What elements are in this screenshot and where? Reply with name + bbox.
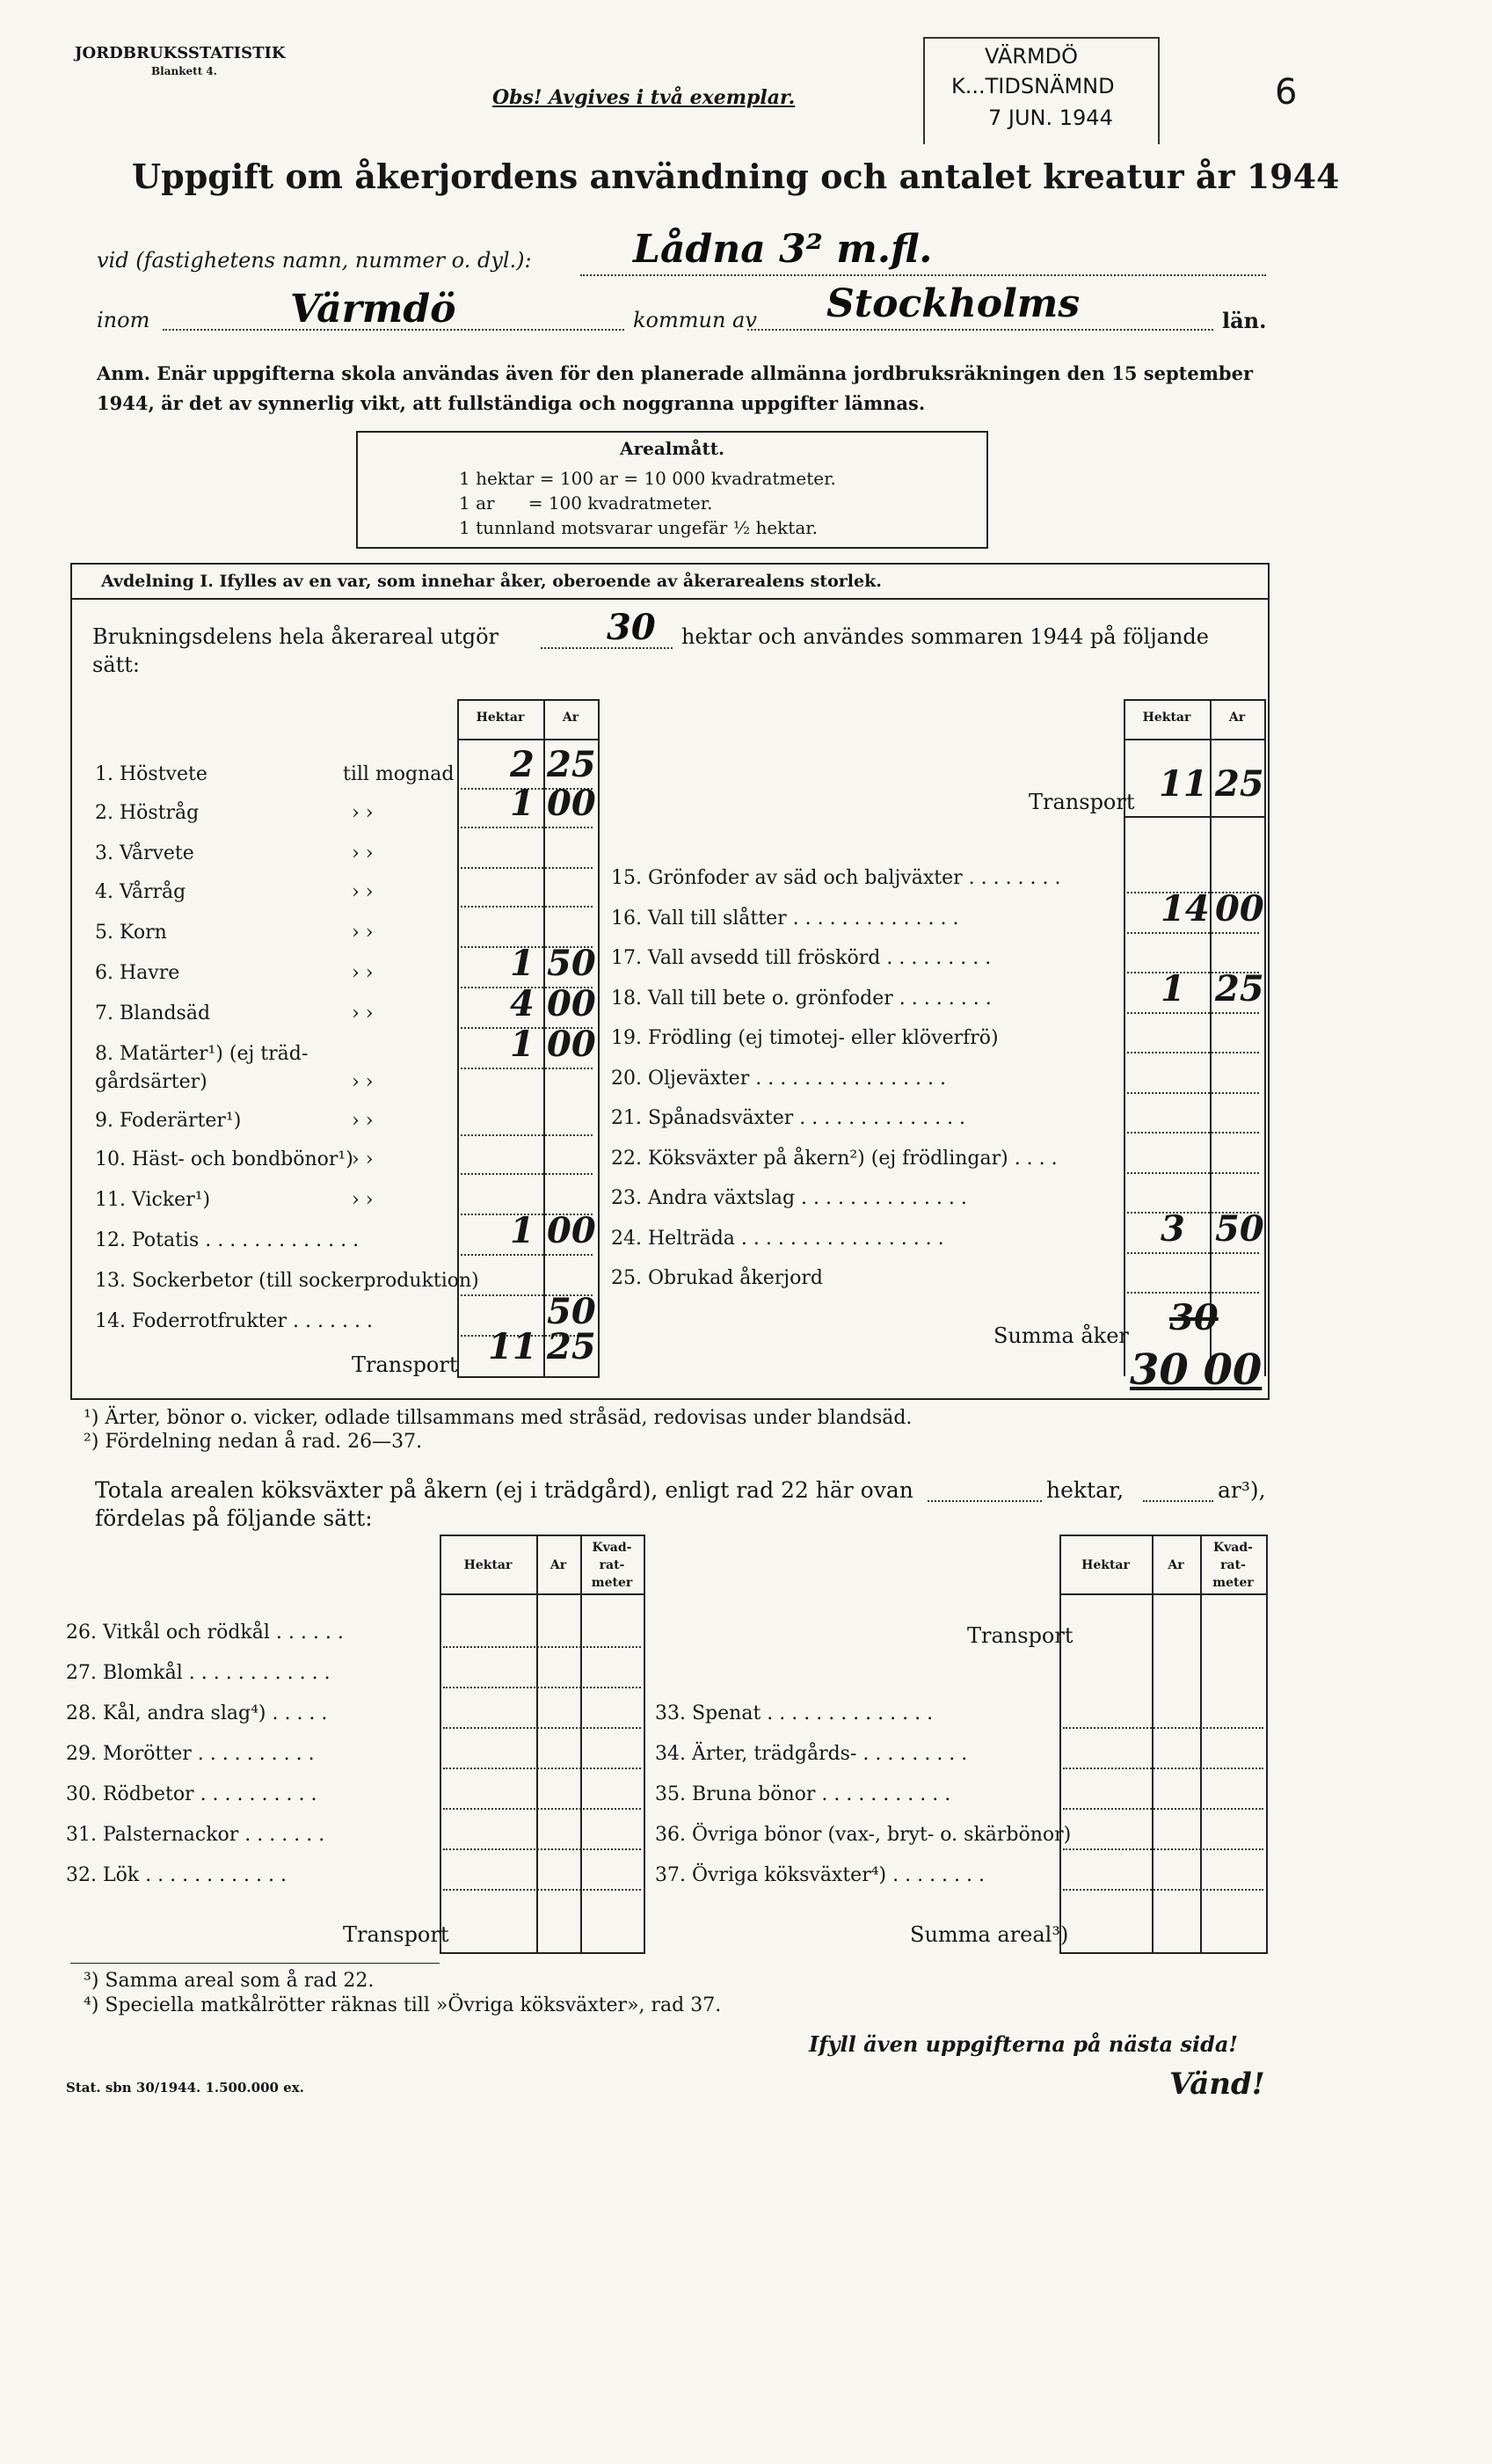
left-row-label: 9. Foderärter¹) [95,1110,242,1132]
right-row-label: 24. Helträda . . . . . . . . . . . . . . . . . [611,1228,944,1250]
right-row-line [1127,1172,1259,1174]
left-row-hektar: 1 [510,943,535,984]
kok-right-row-line [1063,1768,1263,1769]
kok-left-row-label: 28. Kål, andra slag⁴) . . . . . [66,1702,328,1724]
footnote-3: ³) Samma areal som å rad 22. [84,1970,375,1992]
print-info: Stat. sbn 30/1944. 1.500.000 ex. [66,2080,304,2096]
right-transport-label: Transport [1029,790,1135,814]
kok-left-col-kvm: Kvad-rat-meter [591,1541,633,1590]
left-transport-label: Transport [352,1352,458,1377]
kok-right-row-label: 33. Spenat . . . . . . . . . . . . . . [655,1702,934,1724]
kok-left-row-line [443,1848,641,1850]
left-row-label: 10. Häst- och bondbönor¹) [95,1148,353,1170]
left-row-suffix: › › [352,1071,374,1093]
left-row-suffix: › › [352,881,374,903]
left-row-ar: 50 [547,1291,596,1332]
right-row-label: 18. Vall till bete o. grönfoder . . . . . . . . [611,988,992,1010]
avd1-heading-rule [70,598,1268,600]
right-row-label: 15. Grönfoder av säd och baljväxter . . . . . . . . [611,867,1061,889]
right-row-ar: 50 [1215,1208,1264,1250]
kok-left-col-hektar: Hektar [463,1558,513,1572]
left-row-suffix: › › [352,1189,374,1211]
stamp-line-3: 7 JUN. 1944 [988,106,1113,130]
kok-left-row-label: 29. Morötter . . . . . . . . . . [66,1743,315,1765]
kok-intro-d: fördelas på följande sätt: [95,1505,373,1531]
left-row-line [461,827,593,828]
left-transport-rule [457,1376,600,1378]
kok-left-col-ar: Ar [549,1558,567,1572]
kok-ar-line [1143,1500,1213,1502]
left-row-hektar: 2 [510,744,535,785]
kok-left-row-line [443,1727,641,1729]
right-row-hektar: 3 [1161,1208,1185,1250]
kok-hektar-line [928,1500,1042,1502]
left-row-ar: 50 [547,943,596,984]
right-row-ar: 25 [1215,968,1264,1010]
right-row-label: 25. Obrukad åkerjord [611,1267,823,1289]
left-row-hektar: 1 [510,783,535,824]
left-header-bottom [457,739,600,740]
kommun-line [747,329,1213,331]
kok-right-line-1 [1059,1535,1061,1952]
kok-left-header-top [440,1535,645,1536]
areal-title: Arealmått. [620,438,724,459]
right-row-hektar: 14 [1161,888,1210,929]
right-row-line [1127,1252,1259,1254]
ifyll-note: Ifyll även uppgifterna på nästa sida! [809,2031,1238,2057]
left-header-top [457,699,600,701]
avd1-total-value: 30 [607,607,656,648]
right-row-label: 19. Frödling (ej timotej- eller klöverfrö) [611,1027,999,1049]
right-row-label: 22. Köksväxter på åkern²) (ej frödlingar) . . . . [611,1148,1058,1170]
right-header-top [1124,699,1266,701]
left-row-label: 8. Matärter¹) (ej träd- [95,1043,309,1065]
footnote-4: ⁴) Speciella matkålrötter räknas till »Övriga köksväxter», rad 37. [84,1994,722,2016]
received-stamp [923,37,1160,144]
kok-right-bottom [1059,1952,1268,1954]
areal-box [356,431,988,549]
kok-right-header-bottom [1059,1593,1268,1595]
avd1-intro-b: hektar och användes sommaren 1944 på följande [681,624,1209,649]
right-row-line [1127,1012,1259,1014]
left-row-label: 11. Vicker¹) [95,1189,211,1211]
anm-note: Anm. Enär uppgifterna skola användas även för den planerade allmänna jordbruksräkningen den 15 september 1944, är det av synnerlig vikt, att fullständiga och noggranna uppgifter lämnas. [97,362,1254,414]
summa-aker-crossed: 30 [1169,1297,1219,1338]
inom-label: inom [97,308,150,332]
left-col-hektar: Hektar [476,711,525,725]
kok-summa-areal: Summa areal³) [910,1922,1069,1947]
kok-right-row-label: 35. Bruna bönor . . . . . . . . . . . [655,1783,951,1805]
right-col-line-3 [1264,699,1266,1376]
areal-line-2: 1 ar = 100 kvadratmeter. [459,492,713,514]
kok-right-row-label: 36. Övriga bönor (vax-, bryt- o. skärbönor) [655,1824,1072,1846]
kok-right-col-ar: Ar [1168,1558,1184,1572]
summa-aker-label: Summa åker [993,1323,1129,1348]
left-row-label: 4. Vårråg [95,881,186,903]
kok-left-line-1 [440,1535,441,1952]
right-transport-ar: 25 [1215,763,1264,805]
vand-note: Vänd! [1169,2067,1265,2102]
left-col-ar: Ar [562,711,579,725]
left-transport-hektar: 11 [488,1326,537,1367]
right-row-label: 17. Vall avsedd till fröskörd . . . . . . . . . [611,947,992,969]
left-row-line [461,1068,593,1069]
left-row-label: 3. Vårvete [95,842,194,864]
kok-left-transport: Transport [343,1922,449,1947]
right-transport-rule [1124,816,1266,818]
kok-left-row-label: 26. Vitkål och rödkål . . . . . . [66,1622,344,1644]
left-row-line [461,906,593,908]
kok-left-bottom [440,1952,645,1954]
page-number: 6 [1275,72,1298,113]
kommun-value: Stockholms [826,281,1081,326]
footnote-2: ²) Fördelning nedan å rad. 26—37. [84,1431,423,1453]
areal-line-1: 1 hektar = 100 ar = 10 000 kvadratmeter. [459,468,836,489]
right-row-line [1127,1292,1259,1294]
left-row-ar: 00 [547,1024,596,1065]
right-row-line [1127,1052,1259,1053]
left-row-label: 12. Potatis . . . . . . . . . . . . . [95,1229,360,1251]
kok-left-row-line [443,1889,641,1891]
vid-label: vid (fastighetens namn, nummer o. dyl.): [97,248,532,273]
left-row-suffix: › › [352,1002,374,1024]
right-col-hektar: Hektar [1142,711,1191,725]
summa-aker-value: 30 00 [1130,1345,1263,1395]
left-row-suffix: › › [352,802,374,824]
kok-intro-c: ar³), [1218,1477,1266,1503]
right-row-hektar: 1 [1161,968,1185,1010]
kok-right-row-line [1063,1727,1263,1729]
footnote-rule [70,1963,440,1964]
left-row-line [461,1173,593,1175]
vid-line [580,274,1266,276]
kok-right-col-kvm: Kvad-rat-meter [1212,1541,1254,1590]
kok-left-row-line [443,1687,641,1688]
left-row-line [461,867,593,869]
right-row-ar: 00 [1215,888,1264,929]
left-row-suffix: till mognad [343,763,455,785]
left-row-label: 14. Foderrotfrukter . . . . . . . [95,1310,373,1332]
left-row-label: 5. Korn [95,922,167,944]
right-row-label: 16. Vall till slåtter . . . . . . . . . . . . . . [611,908,959,929]
kok-right-line-4 [1266,1535,1268,1952]
page-title: Uppgift om åkerjordens användning och antalet kreatur år 1944 [132,157,1340,196]
kok-left-row-label: 32. Lök . . . . . . . . . . . . [66,1864,287,1886]
vid-value: Lådna 3² m.fl. [633,227,933,272]
left-row-ar: 00 [547,983,596,1024]
left-row-label: 13. Sockerbetor (till sockerproduktion) [95,1270,479,1292]
kok-left-row-line [443,1768,641,1769]
kok-right-col-hektar: Hektar [1081,1558,1130,1572]
right-row-label: 21. Spånadsväxter . . . . . . . . . . . . . . [611,1107,966,1129]
left-row-suffix: › › [352,962,374,984]
kok-right-row-line [1063,1808,1263,1810]
left-row-hektar: 4 [510,983,535,1024]
left-row-line [461,1134,593,1136]
right-row-label: 20. Oljeväxter . . . . . . . . . . . . . . . . [611,1068,947,1090]
left-row-ar: 25 [547,744,596,785]
kok-right-row-label: 34. Ärter, trädgårds- . . . . . . . . . [655,1743,968,1765]
stamp-line-2: K...TIDSNÄMND [951,74,1115,98]
right-row-line [1127,1132,1259,1134]
left-row-hektar: 1 [510,1210,535,1251]
right-header-bottom [1124,739,1266,740]
right-col-line-2 [1210,699,1212,1376]
kok-left-row-line [443,1646,641,1648]
areal-line-3: 1 tunnland motsvarar ungefär ½ hektar. [459,517,818,538]
kok-right-transport: Transport [967,1623,1074,1648]
kok-left-row-label: 27. Blomkål . . . . . . . . . . . . [66,1662,331,1684]
obs-note: Obs! Avgives i två exemplar. [492,86,796,109]
left-row-ar: 00 [547,1210,596,1251]
kommun-label: kommun av [633,308,757,332]
avd1-intro-a: Brukningsdelens hela åkerareal utgör [92,624,499,649]
kok-left-line-4 [644,1535,645,1952]
kok-left-row-label: 30. Rödbetor . . . . . . . . . . [66,1783,317,1805]
left-row-label: gårdsärter) [95,1071,207,1093]
left-col-line-3 [598,699,600,1376]
left-row-ar: 00 [547,783,596,824]
kok-right-row-label: 37. Övriga köksväxter⁴) . . . . . . . . [655,1864,986,1886]
left-row-line [461,1254,593,1256]
left-row-suffix: › › [352,1110,374,1132]
left-row-hektar: 1 [510,1024,535,1065]
left-row-suffix: › › [352,1148,374,1170]
form-series-title: JORDBRUKSSTATISTIK [75,44,286,62]
form-number: Blankett 4. [151,65,217,77]
right-row-line [1127,932,1259,934]
left-row-suffix: › › [352,922,374,944]
kok-intro-b: hektar, [1046,1477,1124,1503]
avd1-heading: Avdelning I. Ifylles av en var, som innehar åker, oberoende av åkerarealens storlek. [101,572,882,591]
footnote-1: ¹) Ärter, bönor o. vicker, odlade tillsammans med stråsäd, redovisas under blandsäd. [84,1407,913,1429]
kok-right-row-line [1063,1889,1263,1891]
right-row-label: 23. Andra växtslag . . . . . . . . . . . . . . [611,1187,967,1209]
left-row-suffix: › › [352,842,374,864]
kok-right-row-line [1063,1848,1263,1850]
left-transport-ar: 25 [547,1326,596,1367]
kok-left-row-label: 31. Palsternackor . . . . . . . [66,1824,325,1846]
right-row-line [1127,1092,1259,1094]
right-col-ar: Ar [1228,711,1246,725]
left-col-line-2 [543,699,545,1376]
stamp-line-1: VÄRMDÖ [985,44,1079,69]
right-transport-hektar: 11 [1159,763,1208,805]
left-row-label: 2. Höstråg [95,802,200,824]
kok-left-header-bottom [440,1593,645,1595]
left-row-label: 7. Blandsäd [95,1002,211,1024]
left-row-label: 1. Höstvete [95,763,207,785]
kok-left-row-line [443,1808,641,1810]
lan-label: län. [1222,308,1267,333]
avd1-intro-c: sätt: [92,652,140,677]
kok-intro-a: Totala arealen köksväxter på åkern (ej i trädgård), enligt rad 22 här ovan [95,1477,913,1503]
kok-right-header-top [1059,1535,1268,1536]
inom-value: Värmdö [290,287,456,332]
left-row-label: 6. Havre [95,962,180,984]
